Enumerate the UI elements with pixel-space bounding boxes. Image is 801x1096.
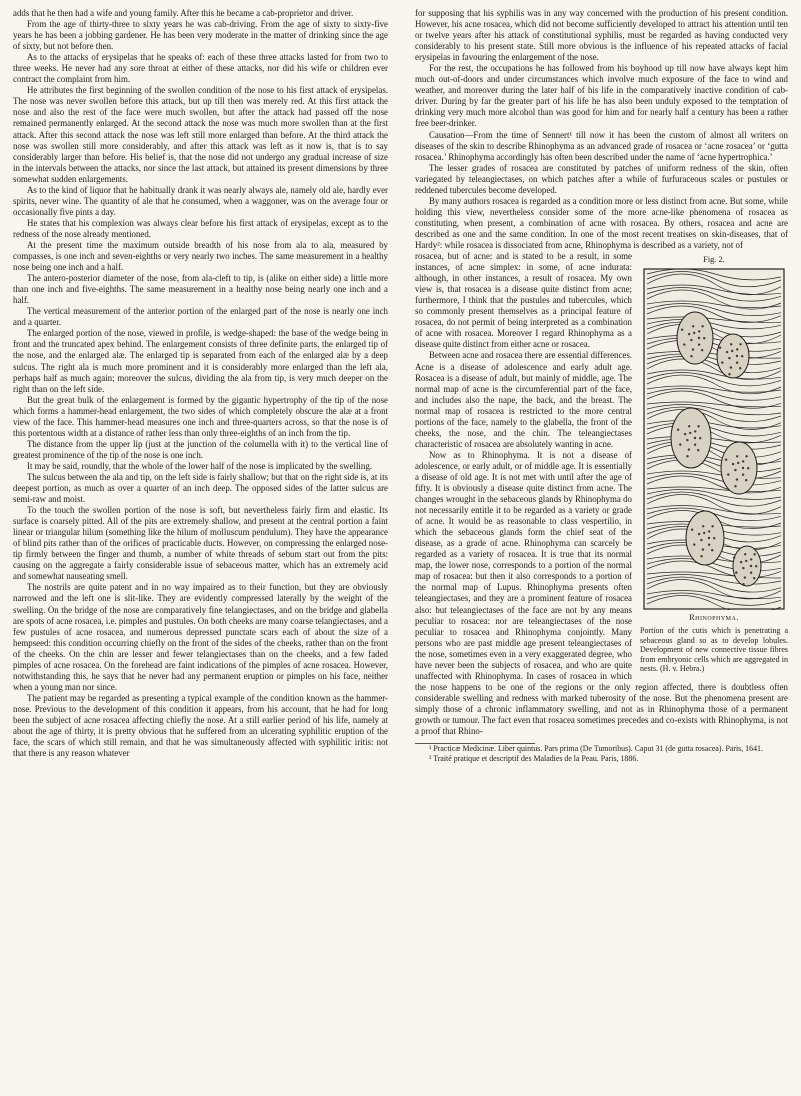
right-column <box>415 8 788 1090</box>
paragraph: The distance from the upper lip (just at the junction of the columella with it) to the vertical line of greatest prominence of the tip of the nose is one inch. <box>13 438 388 460</box>
cell-nucleus <box>708 544 710 546</box>
cell-nucleus <box>708 530 710 532</box>
figure-label: Fig. 2. <box>703 255 725 265</box>
cell-nucleus <box>744 576 746 578</box>
cell-nucleus <box>693 543 695 545</box>
paragraph: As to the attacks of erysipelas that he speaks of: each of these three attacks lasted for from two to three weeks. He never had any sore throat at either of these attacks, nor did his wife or children ever contract the complaint from him. <box>13 52 388 85</box>
cell-nucleus <box>702 525 704 527</box>
cell-nucleus <box>686 439 688 441</box>
cell-nucleus <box>700 555 702 557</box>
cell-nucleus <box>698 533 700 535</box>
cell-nucleus <box>736 348 738 350</box>
paragraph: From the age of thirty-three to sixty years he was cab-driving. From the age of sixty to sixty-five years he has been a jobbing gardener. He has been very moderate in the matter of drinking since the age of sixty, but not before then. <box>13 19 388 52</box>
paragraph: Causation—From the time of Sennert¹ till now it has been the custom of almost all writers on diseases of the skin to describe Rhinophyma as an advanced grade of rosacea or ‘acne rosacea’ or ‘gutta rosacea.’ Rhinophyma accordingly has often been described under the name of ‘acne hypertrophica.’ <box>415 129 788 162</box>
paragraph: At the present time the maximum outside breadth of his nose from ala to ala, measured by compasses, is one inch and seven-eighths or very nearly two inches. The same measurement in a healthy nose being one inch and a half. <box>13 239 388 273</box>
paragraph: For the rest, the occupations he has followed from his boyhood up till now have always kept him much out-of-doors and under circumstances which involve much exposure of the face to wind and weather, and moreover during the later half of his life in the comparatively inactive condition of cab-driver. During by far the greater part of his life he has also been unduly exposed to the temptation of drinking very much more alcohol than was good for him and for nearly half a century has been a rather free beer-drinker. <box>415 63 788 129</box>
cell-nucleus <box>745 479 747 481</box>
cell-nucleus <box>731 350 733 352</box>
cell-nucleus <box>693 332 695 334</box>
cell-nucleus <box>742 460 744 462</box>
cell-nucleus <box>679 443 681 445</box>
paragraph: The patient may be regarded as presenting a typical example of the condition known as the hammer-nose. Previous to the development of this condition it appears, from his account, that he had for long been the subject of acne rosacea affecting chiefly the nose. At a still earlier period of his life, namely at about the age of thirty, it is pretty obvious that he suffered from an ulcerating syphilitic eruption of the face, the scars of which still remain, and that he was simultaneously affected with syphilitic iritis: not that there is any reason whatever <box>13 692 388 759</box>
paragraph: The sulcus between the ala and tip, on the left side is fairly shallow; but that on the right side is, at its deepest portion, as much as over a quarter of an inch deep. The opposed sides of the latter sulcus are semi-raw and moist. <box>13 471 388 505</box>
paragraph: The antero-posterior diameter of the nose, from ala-cleft to tip, is (alike on either side) a little more than one inch and five-eighths. The same measurement in a healthy nose being nearly one inch and a half. <box>13 273 388 306</box>
cell-nucleus <box>742 583 744 585</box>
cell-nucleus <box>739 343 741 345</box>
cell-nucleus <box>703 337 705 339</box>
footnotes <box>415 744 788 764</box>
cell-nucleus <box>728 357 730 359</box>
cell-nucleus <box>737 462 739 464</box>
cell-nucleus <box>734 485 736 487</box>
figure-caption: Portion of the cutis which is penetrating a sebaceous gland so as to develop lobules. Development of new connective tissue fibres from embryonic cells which are aggregated in nests. (H. v. Hebra.) <box>640 626 788 674</box>
cell-nucleus <box>739 367 741 369</box>
cell-nucleus <box>683 343 685 345</box>
paragraph: By many authors rosacea is regarded as a condition more or less distinct from acne. But some, while holding this view, nevertheless consider some of the more acne-like phenomena of rosacea as constituting, when present, a combination of acne with rosacea. By others, rosacea and acne are described as one and the same condition. In one of the most recent treatises on skin-diseases, that of Hardy²: while rosacea is dissociated from acne, Rhinophyma is described as a variety, not of <box>415 195 788 250</box>
paragraph: It may be said, roundly, that the whole of the lower half of the nose is implicated by the swelling. <box>27 460 372 471</box>
cell-nucleus <box>736 455 738 457</box>
cell-nucleus <box>699 437 701 439</box>
cell-nucleus <box>708 537 710 539</box>
cell-nucleus <box>747 467 749 469</box>
left-column <box>13 8 388 1090</box>
cell-nucleus <box>755 565 757 567</box>
paragraph: The enlarged portion of the nose, viewed in profile, is wedge-shaped: the base of the wedge being in front and the truncated apex behind. The enlargement consists of three definite parts, the enlarged tip of the nose, and the enlarged alæ. The enlarged tip is separated from each of the enlarged alæ by a deep sulcus. The right ala is much more prominent and it is considerably more enlarged than the left ala, perhaps half as much again; moreover the sulcus, dividing the ala from tip, is very much deeper on the right than on the left side. <box>13 328 388 394</box>
paragraph: The nostrils are quite patent and in no way impaired as to their function, but they are obviously narrowed and the left one is slit-like. They are evidently compressed laterally by the weight of the swelling. On the bridge of the nose are comparatively fine telangiectases, and on the bridge and glabella are spots of acne rosacea, i.e. pimples and pustules. On both cheeks are many coarse telangiectases, and a few pustules of acne rosacea, and numerous depressed punctate scars each of about the size of a hempseed: this condition occurring chiefly on the front of the sides of the cheeks, rather than on the front of the cheeks. On the chin are lesser and fewer telangiectases than on the cheeks, and a few faded pimples of acne rosacea. On the forehead are faint indications of the pimples of acne rosacea. However, notwithstanding this, he says that he never had any permanent eruption or pimples on his face, neither when a young man nor since. <box>13 582 388 692</box>
cell-nucleus <box>694 430 696 432</box>
paragraph: But the great bulk of the enlargement is formed by the gigantic hypertrophy of the tip of the nose which forms a hammer-head enlargement, the two sides of which completely obscure the alæ at a front view of the face. This hammer-head measures one inch and three-quarters across, so that the nose is of this portentous width at a distance of rather less than only three-eighths of an inch from the tip. <box>13 394 388 438</box>
cell-nucleus <box>700 539 702 541</box>
paragraph: To the touch the swollen portion of the nose is soft, but nevertheless fairly firm and elastic. Its surface is coarsely pitted. All of the pits are extremely shallow, and present at the central portion a faint linear or triangular hilum (something like the hilum of molluscum pendulum). They have the appearance of blind pits rather than of the orifices of practicable ducts. However, on compressing the enlarged nose-tip firmly between the finger and thumb, a number of white threads of sebum start out from the pits: causing on the aggregate a fairly considerable issue of sebaceous matter, which has an extremely acid and somewhat nauseating smell. <box>13 505 388 582</box>
cell-nucleus <box>701 349 703 351</box>
cell-nucleus <box>732 463 734 465</box>
cell-nucleus <box>694 437 696 439</box>
cell-nucleus <box>750 565 752 567</box>
cell-nucleus <box>697 425 699 427</box>
cell-nucleus <box>728 373 730 375</box>
paragraph: The vertical measurement of the anterior portion of the enlarged part of the nose is nearly one inch and a quarter. <box>13 306 388 328</box>
cell-nucleus <box>703 532 705 534</box>
paragraph: rosacea, but of acne: and is stated to be a result, in some instances, of acne simplex: in some, of acne indurata: although, in other instances, a result of rosacea. My own view is, that rosacea is a disease quite distinct from acne; furthermore, I think that the pustules and tubercules, which so commonly present themselves as a principal feature of rosacea, do not permit of being interpreted as a combination of acne with rosacea. Moreover I regard Rhinophyma as a disease quite distinct from either acne or rosacea. <box>415 251 632 350</box>
cell-nucleus <box>742 474 744 476</box>
cell-nucleus <box>690 355 692 357</box>
cell-nucleus <box>741 355 743 357</box>
cell-nucleus <box>736 355 738 357</box>
cell-nucleus <box>698 337 700 339</box>
cell-nucleus <box>677 429 679 431</box>
cell-nucleus <box>701 325 703 327</box>
cell-nucleus <box>736 362 738 364</box>
cell-nucleus <box>736 478 738 480</box>
figure-2 <box>640 255 788 674</box>
rhinophyma-histology-illustration <box>643 268 785 610</box>
cell-nucleus <box>726 351 728 353</box>
cell-nucleus <box>735 571 737 573</box>
cell-nucleus <box>750 572 752 574</box>
cell-nucleus <box>697 449 699 451</box>
cell-nucleus <box>711 549 713 551</box>
cell-nucleus <box>690 339 692 341</box>
cell-nucleus <box>734 469 736 471</box>
cell-nucleus <box>740 561 742 563</box>
cell-nucleus <box>725 459 727 461</box>
cell-nucleus <box>733 557 735 559</box>
cell-nucleus <box>713 537 715 539</box>
cell-nucleus <box>688 333 690 335</box>
figure-title: Rhinophyma. <box>689 613 739 623</box>
paragraph: Now as to Rhinophyma. It is not a disease of adolescence, or early adult, or of middle age. It is essentially a disease of old age. It is not met with until after the age of fifty. It is obviously a disease quite distinct from acne. The changes wrought in the sebaceous glands by Rhinophyma do not necessarily entitle it to be regarded as a variety or grade of acne. It would be as reasonable to class vespertilio, in which the sebaceous glands form the chief seat of the disease, as a grade of acne. Rhinophyma can scarcely be regarded as a variety of rosacea. It is true that its normal map, the lower nose, corresponds to a portion of the normal map of rosacea: but then it also corresponds to a portion of the normal map of Lupus. Rhinophyma presents often teleangiectases, and they are a prominent feature of rosacea also: but teleangiectases of the face are not by any means peculiar to rosacea: nor are teleangiectases of the nose peculiar to rosacea and Rhinophyma conjointly. Many persons who are past middle age present teleangiectases of the nose, sometimes even in a very exaggerated degree, who have never been the subjects of rosacea, and who are quite unaffected with Rhinophyma. In cases of rosacea in which the nose happens to be one of the regions or the only region affected, there is doubtless often considerable swelling and redness with marked tuberosity of the nose. But the phenomena present are simply those of a chronic inflammatory swelling, and not as in Rhinophyma those of a permanent growth or tumour. The fact even that rosacea sometimes precedes and co-exists with Rhinophyma, is not a proof that Rhino- <box>415 449 788 737</box>
footnote: ¹ Practicæ Medicinæ. Liber quintus. Pars prima (De Tumoribus). Caput 31 (de gutta rosacea). Paris, 1641. <box>429 744 763 754</box>
cell-nucleus <box>692 348 694 350</box>
paragraph: As to the kind of liquor that he habitually drank it was nearly always ale, namely old ale, hardly ever spirits, never wine. The quantity of ale that he consumed, when a waggoner, was on the average four or occasionally five pints a day. <box>13 184 388 217</box>
cell-nucleus <box>681 329 683 331</box>
cell-nucleus <box>684 433 686 435</box>
cell-nucleus <box>742 467 744 469</box>
cell-nucleus <box>742 567 744 569</box>
cell-nucleus <box>730 366 732 368</box>
footnote: ² Traité pratique et descriptif des Maladies de la Peau. Paris, 1886. <box>429 754 639 764</box>
paragraph: for supposing that his syphilis was in any way concerned with the production of his present condition. However, his acne rosacea, which did not become sufficiently developed to attract his attention until ten or twelve years after his attack of constitutional syphilis, must be regarded as having conducted very considerably to his present state. Still more obvious is the influence of his repeated attacks of facial erysipelas in favouring the enlargement of the nose. <box>415 8 788 63</box>
cell-nucleus <box>694 444 696 446</box>
paragraph: The lesser grades of rosacea are constituted by patches of uniform redness of the skin, often variegated by teleangiectases, on which patches after a while of furfuraceous scales or pustules or reddened tubercules become developed. <box>415 162 788 195</box>
cell-nucleus <box>744 553 746 555</box>
cell-nucleus <box>698 330 700 332</box>
cell-nucleus <box>719 347 721 349</box>
cell-nucleus <box>688 448 690 450</box>
cell-nucleus <box>721 361 723 363</box>
paragraph: adds that he then had a wife and young family. After this he became a cab-proprietor and driver. <box>13 8 354 18</box>
paragraph: Between acne and rosacea there are essential differences. Acne is a disease of adolescence and early adult age. Rosacea is a disease of adult, but mainly of middle, age. The normal map of acne is the circumferential part of the face, and includes also the nape, the back, and the breast. The normal map of rosacea is restricted to the more central portions of the face, namely to the glabella, the front of the cheeks, the nose, and the chin. The teleangiectases characteristic of rosacea are absolutely wanting in acne. <box>415 350 632 449</box>
cell-nucleus <box>698 344 700 346</box>
cell-nucleus <box>753 553 755 555</box>
cell-nucleus <box>688 425 690 427</box>
paragraph: He states that his complexion was always clear before his first attack of erysipelas, except as to the redness of the nose already mentioned. <box>13 217 388 239</box>
cell-nucleus <box>727 473 729 475</box>
cell-nucleus <box>745 560 747 562</box>
cell-nucleus <box>689 432 691 434</box>
cell-nucleus <box>750 558 752 560</box>
cell-nucleus <box>753 577 755 579</box>
right-column-top-text <box>415 8 788 251</box>
cell-nucleus <box>730 343 732 345</box>
cell-nucleus <box>711 525 713 527</box>
cell-nucleus <box>692 325 694 327</box>
cell-nucleus <box>691 529 693 531</box>
cell-nucleus <box>686 455 688 457</box>
cell-nucleus <box>745 455 747 457</box>
cell-nucleus <box>702 548 704 550</box>
paragraph: He attributes the first beginning of the swollen condition of the nose to his first attack of erysipelas. The nose was never swollen before this attack, but up till then was merely red. At this first attack the nose and also the rest of the face were much swollen, but after the attack had passed off the nose remained permanently enlarged. At the second attack the nose was much more swollen than at the first attack. After this second attack the nose was left still more enlarged than before. At the third attack the nose was swollen still more considerably, and after this attack was left as it now is, that is to say considerably larger than before. His belief is, that the nose did not undergo any gradual increase of size in the intervals between the attacks, nor since the last attack, but attained its present dimensions by three somewhat sudden enlargements. <box>13 85 388 184</box>
